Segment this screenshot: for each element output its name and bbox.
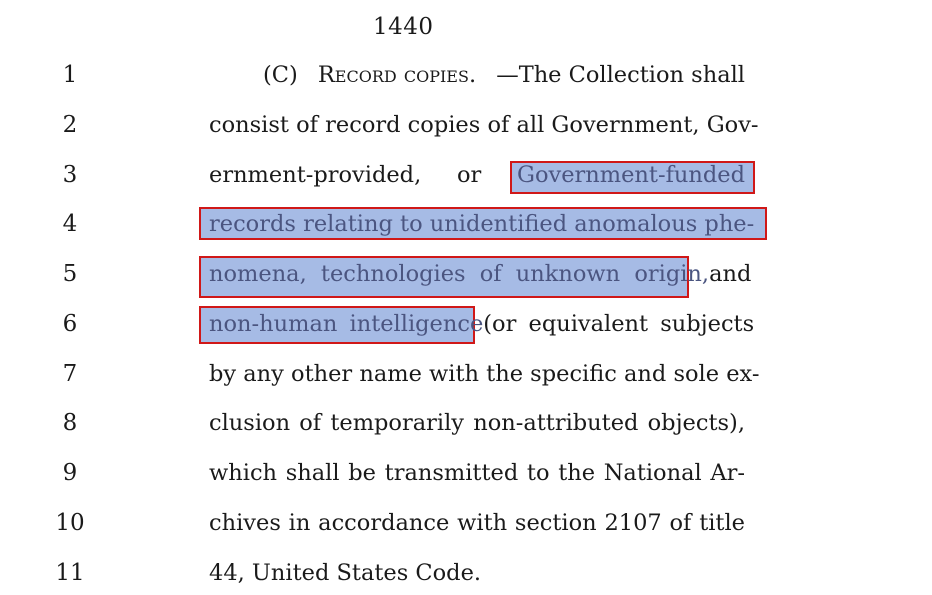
text-line-6 xyxy=(209,309,755,339)
line-number: 7 xyxy=(62,361,78,387)
line-text: or xyxy=(456,162,482,188)
text-line-11: 44, United States Code. xyxy=(209,560,482,586)
line-number: 10 xyxy=(55,510,85,536)
line-number: 9 xyxy=(62,460,78,486)
text-line-9: which shall be transmitted to the National Ar- xyxy=(209,460,745,486)
page-number: 1440 xyxy=(373,14,434,40)
text-line-1 xyxy=(209,60,745,90)
text-line-8: clusion of temporarily non-attributed objects), xyxy=(209,410,745,436)
line-text: and xyxy=(709,261,752,287)
paragraph-label: (C) xyxy=(263,62,298,88)
highlighted-text: non-human intelligence xyxy=(209,311,484,337)
line-number: 6 xyxy=(62,311,78,337)
text-line-10: chives in accordance with section 2107 of title xyxy=(209,510,745,536)
line-text: (or equivalent subjects xyxy=(483,311,755,337)
line-number: 2 xyxy=(62,112,78,138)
highlighted-text: Government-funded xyxy=(516,162,745,188)
highlighted-text: records relating to unidentified anomalous phe- xyxy=(209,211,755,237)
text-line-4 xyxy=(209,209,755,239)
line-number: 1 xyxy=(62,62,78,88)
text-line-7: by any other name with the specific and sole ex- xyxy=(209,361,760,387)
line-text: —The Collection shall xyxy=(496,62,745,88)
line-number: 8 xyxy=(62,410,78,436)
line-text: ernment-provided, xyxy=(209,162,422,188)
highlighted-text: nomena, technologies of unknown origin, xyxy=(209,261,710,287)
line-number: 3 xyxy=(62,162,78,188)
text-line-5 xyxy=(209,259,752,289)
text-line-3 xyxy=(209,160,745,190)
line-number: 5 xyxy=(62,261,78,287)
line-number: 4 xyxy=(62,211,78,237)
section-heading: Record copies. xyxy=(317,62,477,88)
text-line-2: consist of record copies of all Government, Gov- xyxy=(209,112,759,138)
line-number: 11 xyxy=(55,560,85,586)
